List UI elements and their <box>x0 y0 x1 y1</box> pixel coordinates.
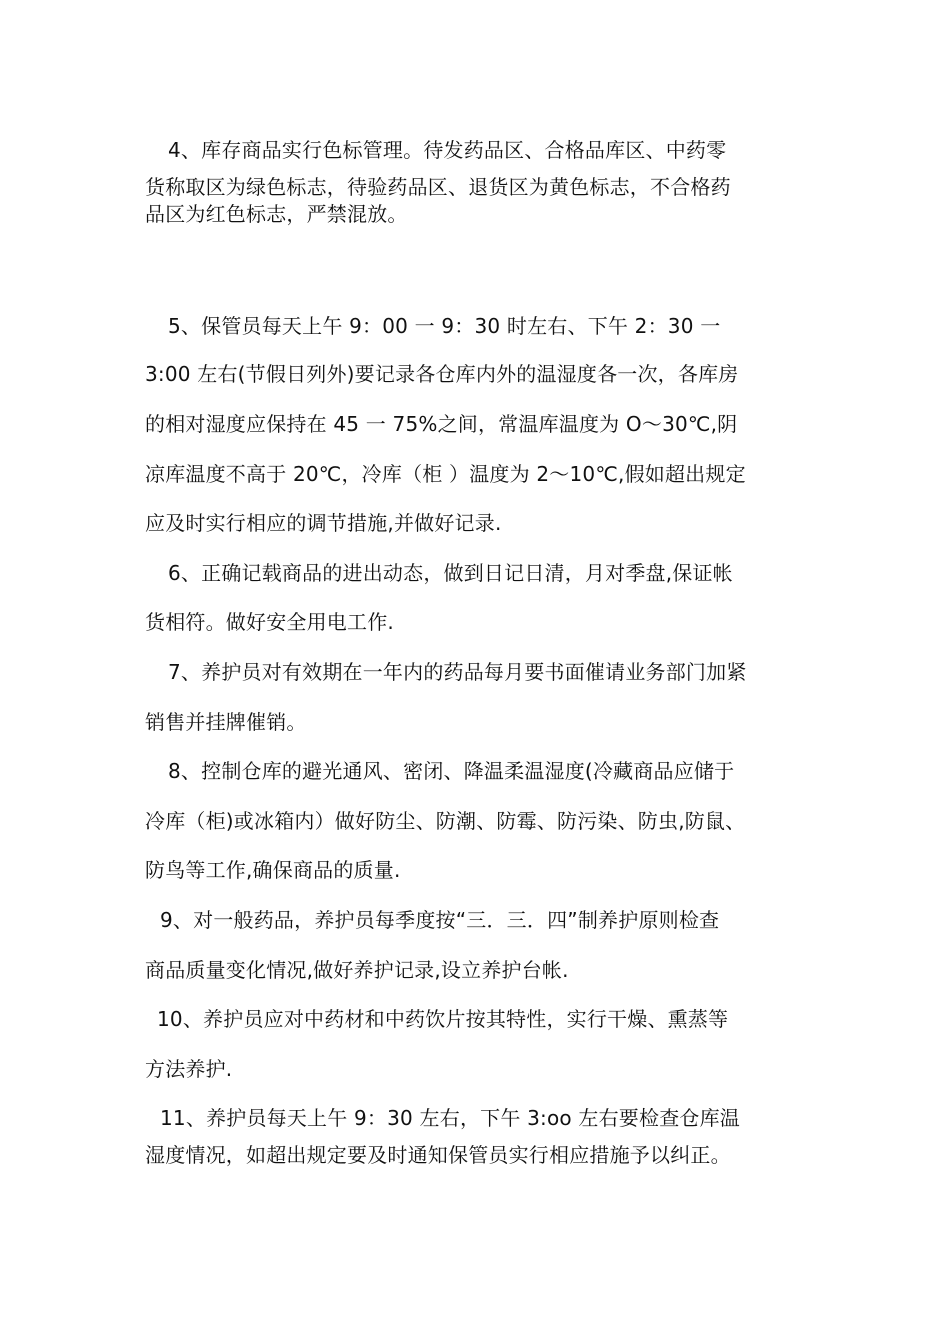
text-line: 货称取区为绿色标志，待验药品区、退货区为黄色标志，不合格药 <box>145 175 731 199</box>
text-line: 11、养护员每天上午 9：30 左右，下午 3:oo 左右要检查仓库温 <box>160 1106 740 1130</box>
text-line: 货相符。做好安全用电工作. <box>145 610 394 634</box>
text-line: 应及时实行相应的调节措施,并做好记录. <box>145 511 502 535</box>
text-line: 5、保管员每天上午 9：00 一 9：30 时左右、下午 2：30 一 <box>168 314 721 338</box>
text-line: 7、养护员对有效期在一年内的药品每月要书面催请业务部门加紧 <box>168 660 747 684</box>
text-line: 6、正确记载商品的进出动态，做到日记日清，月对季盘,保证帐 <box>168 561 733 585</box>
text-line: 凉库温度不高于 20℃，冷库（柜 ）温度为 2～10℃,假如超出规定 <box>145 462 746 486</box>
text-line: 防鸟等工作,确保商品的质量. <box>145 858 401 882</box>
text-line: 8、控制仓库的避光通风、密闭、降温柔温湿度(冷藏商品应储于 <box>168 759 735 783</box>
text-line: 冷库（柜)或冰箱内）做好防尘、防潮、防霉、防污染、防虫,防鼠、 <box>145 809 746 833</box>
text-line: 10、养护员应对中药材和中药饮片按其特性，实行干燥、熏蒸等 <box>157 1007 729 1031</box>
text-line: 的相对湿度应保持在 45 一 75%之间，常温库温度为 O～30℃,阴 <box>145 412 738 436</box>
text-line: 销售并挂牌催销。 <box>145 710 307 734</box>
text-line: 商品质量变化情况,做好养护记录,设立养护台帐. <box>145 958 569 982</box>
text-line: 方法养护. <box>145 1057 233 1081</box>
text-line: 9、对一般药品，养护员每季度按“三．三．四”制养护原则检查 <box>160 908 720 932</box>
text-line: 4、库存商品实行色标管理。待发药品区、合格品库区、中药零 <box>168 138 727 162</box>
text-line: 3:00 左右(节假日列外)要记录各仓库内外的温湿度各一次，各库房 <box>145 362 739 386</box>
text-line: 湿度情况，如超出规定要及时通知保管员实行相应措施予以纠正。 <box>145 1143 731 1167</box>
text-line: 品区为红色标志，严禁混放。 <box>145 202 408 226</box>
